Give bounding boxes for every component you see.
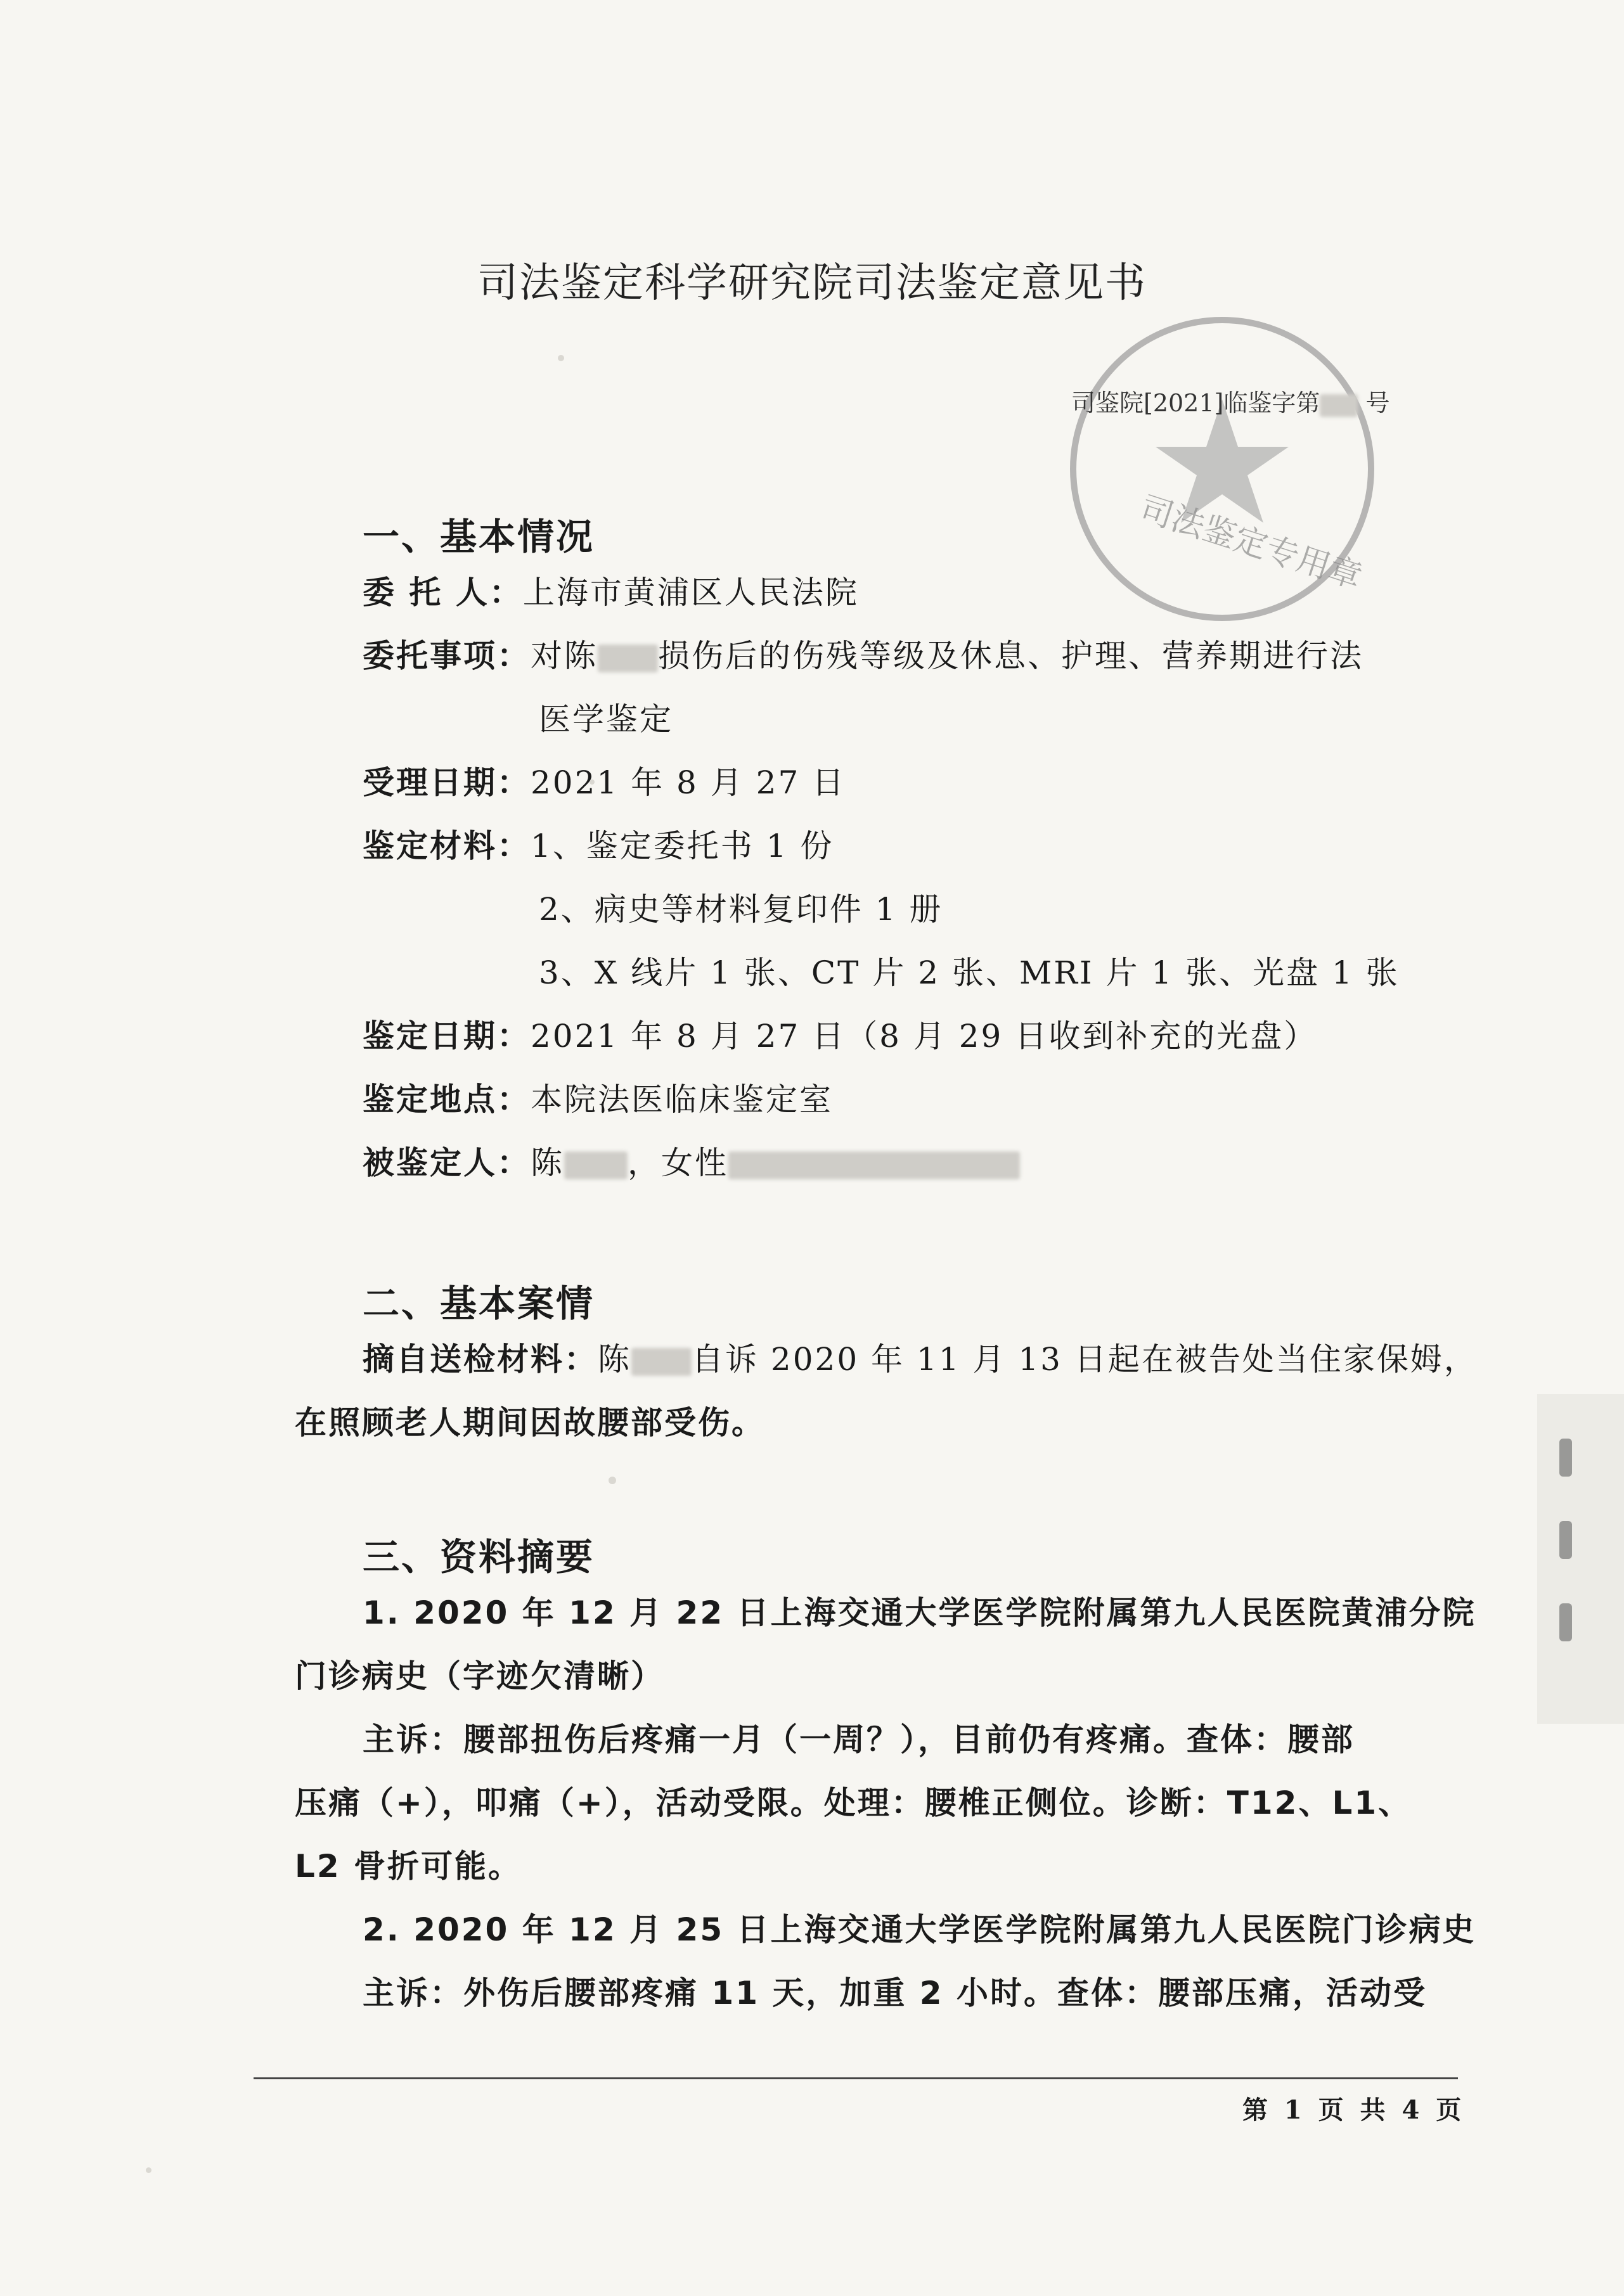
client-row bbox=[363, 574, 859, 612]
exam-date-row bbox=[363, 1017, 1317, 1055]
subject-value-pre: 陈 bbox=[531, 1145, 564, 1181]
place-value: 本院法医临床鉴定室 bbox=[531, 1081, 833, 1118]
materials-item: 3、X 线片 1 张、CT 片 2 张、MRI 片 1 张、光盘 1 张 bbox=[539, 954, 1400, 991]
case-intro-row bbox=[363, 1340, 1478, 1378]
document-title: 司法鉴定科学研究院司法鉴定意见书 bbox=[477, 260, 1147, 307]
record-1-title-line-2: 门诊病史（字迹欠清晰） bbox=[295, 1658, 664, 1695]
matter-label: 委托事项： bbox=[363, 638, 531, 674]
matter-row bbox=[363, 637, 1363, 675]
section-1-heading: 一、基本情况 bbox=[363, 515, 595, 558]
record-1-complaint: 主诉：腰部扭伤后疼痛一月（一周？），目前仍有疼痛。查体：腰部 bbox=[363, 1721, 1355, 1758]
subject-label: 被鉴定人： bbox=[363, 1145, 531, 1181]
record-2-title: 2. 2020 年 12 月 25 日上海交通大学医学院附属第九人民医院门诊病史 bbox=[363, 1911, 1476, 1948]
case-intro-post: 自诉 2020 年 11 月 13 日起在被告处当住家保姆， bbox=[692, 1341, 1478, 1378]
exam-date-label: 鉴定日期： bbox=[363, 1018, 531, 1055]
redacted-name bbox=[564, 1151, 628, 1179]
record-1-title: 1. 2020 年 12 月 22 日上海交通大学医学院附属第九人民医院黄浦分院 bbox=[363, 1594, 1476, 1631]
subject-row bbox=[363, 1144, 1020, 1182]
client-value: 上海市黄浦区人民法院 bbox=[522, 574, 859, 611]
materials-label: 鉴定材料： bbox=[363, 828, 531, 864]
exam-date-value: 2021 年 8 月 27 日（8 月 29 日收到补充的光盘） bbox=[531, 1018, 1318, 1055]
accept-date-value: 2021 年 8 月 27 日 bbox=[531, 764, 846, 801]
accept-date-row bbox=[363, 764, 846, 802]
record-1-complaint-line-2: 压痛（+），叩痛（+），活动受限。处理：腰椎正侧位。诊断：T12、L1、 bbox=[295, 1785, 1412, 1821]
case-intro-pre: 陈 bbox=[598, 1341, 631, 1378]
document-number-prefix: 司鉴院[2021]临鉴字第 bbox=[1071, 389, 1320, 417]
matter-value-pre: 对陈 bbox=[531, 638, 598, 674]
materials-item: 1、鉴定委托书 1 份 bbox=[531, 828, 834, 864]
subject-value-mid: ，女性 bbox=[628, 1145, 728, 1181]
edge-mark bbox=[1559, 1603, 1572, 1641]
matter-line-2: 医学鉴定 bbox=[539, 701, 673, 738]
place-label: 鉴定地点： bbox=[363, 1081, 531, 1118]
edge-mark bbox=[1559, 1521, 1572, 1559]
accept-date-label: 受理日期： bbox=[363, 764, 531, 801]
page-number: 第 1 页 共 4 页 bbox=[1242, 2095, 1466, 2125]
redacted-personal-info bbox=[728, 1151, 1020, 1179]
redacted-name bbox=[598, 645, 658, 672]
seal-text: 司法鉴定专用章 bbox=[1135, 489, 1367, 597]
client-label: 委 托 人： bbox=[363, 574, 523, 611]
document-number-suffix: 号 bbox=[1365, 389, 1390, 417]
scan-speck bbox=[146, 2167, 151, 2173]
document-number bbox=[1071, 383, 1445, 418]
redacted-name bbox=[631, 1348, 692, 1376]
section-3-heading: 三、资料摘要 bbox=[363, 1536, 595, 1579]
scan-speck bbox=[609, 1477, 616, 1484]
materials-item: 2、病史等材料复印件 1 册 bbox=[539, 891, 943, 928]
materials-row bbox=[363, 827, 834, 865]
redacted-number bbox=[1320, 394, 1358, 417]
matter-value-post: 损伤后的伤残等级及休息、护理、营养期进行法 bbox=[658, 638, 1363, 674]
record-1-complaint-line-3: L2 骨折可能。 bbox=[295, 1848, 522, 1885]
scan-speck bbox=[558, 355, 564, 361]
edge-mark bbox=[1559, 1439, 1572, 1477]
footer-divider bbox=[254, 2077, 1458, 2079]
official-seal-icon bbox=[1057, 304, 1390, 634]
adjacent-page-edge bbox=[1537, 1394, 1624, 1724]
place-row bbox=[363, 1081, 833, 1119]
case-intro-line-2: 在照顾老人期间因故腰部受伤。 bbox=[295, 1404, 765, 1441]
record-2-complaint: 主诉：外伤后腰部疼痛 11 天，加重 2 小时。查体：腰部压痛，活动受 bbox=[363, 1975, 1427, 2011]
section-2-heading: 二、基本案情 bbox=[363, 1282, 595, 1325]
case-intro-label: 摘自送检材料： bbox=[363, 1341, 598, 1378]
